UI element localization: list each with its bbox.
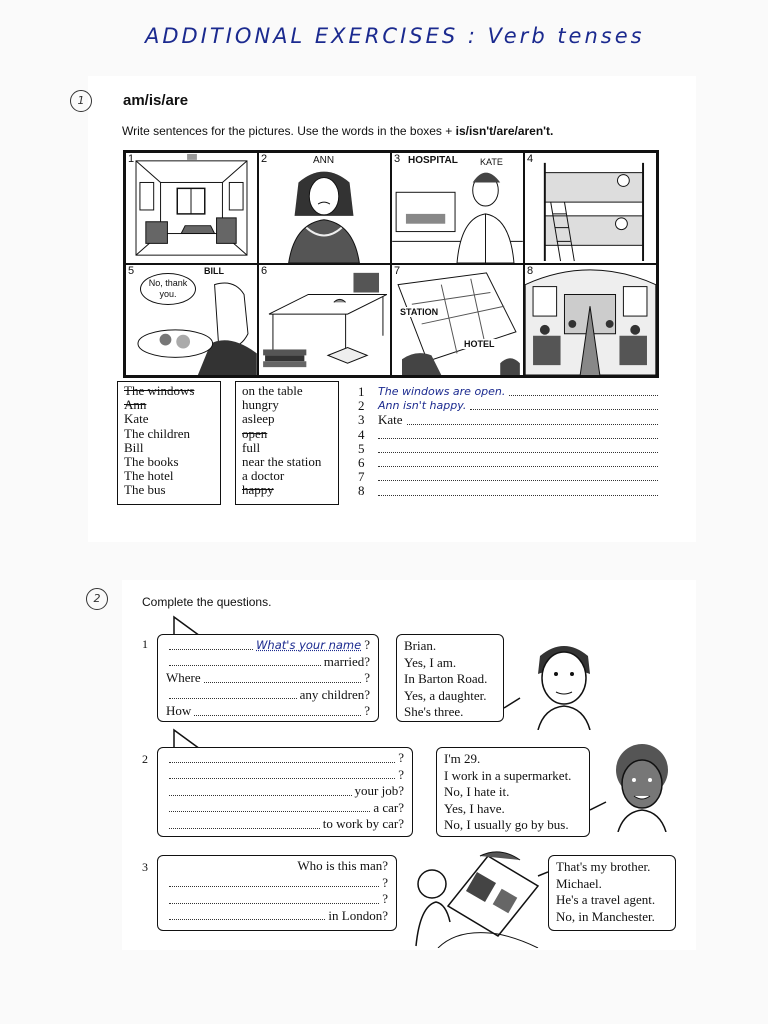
complements-box	[235, 381, 339, 505]
dialog-number: 3	[142, 860, 148, 874]
answer-line[interactable]: 2 Ann isn't happy.	[358, 399, 658, 413]
answer-lines	[358, 385, 658, 499]
question-box-2	[157, 747, 413, 837]
question-row[interactable]: to work by car?	[166, 816, 404, 833]
bus-illustration	[525, 265, 656, 375]
answer-text: I'm 29.	[444, 751, 481, 766]
man-portrait	[504, 638, 604, 730]
complement-item: asleep	[242, 411, 275, 427]
exercise-1-heading: am/is/are	[123, 92, 189, 109]
exercise-number-1: 1	[70, 90, 92, 112]
photo-album-illustration	[398, 846, 548, 948]
picture-7: 7 STATION HOTEL	[391, 264, 524, 376]
question-row[interactable]: any children?	[166, 687, 370, 704]
question-row[interactable]: ?	[166, 875, 388, 892]
room-illustration	[126, 153, 257, 263]
question-row[interactable]: in London?	[166, 908, 388, 925]
question-row[interactable]: What's your name ?	[166, 637, 370, 654]
answer-text: I work in a supermarket.	[444, 767, 572, 783]
complement-item: hungry	[242, 397, 279, 413]
answer-line[interactable]: 3 Kate	[358, 413, 658, 427]
complement-item: happy	[242, 482, 274, 498]
subject-item: The bus	[124, 482, 166, 498]
subject-item: The children	[124, 425, 191, 441]
question-box-3	[157, 855, 397, 931]
answer-line[interactable]: 4	[358, 428, 658, 442]
answer-text: That's my brother.	[556, 859, 651, 874]
subject-item: The books	[124, 454, 179, 470]
answer-box-3	[548, 855, 676, 931]
question-row[interactable]: ?	[166, 891, 388, 908]
map-illustration	[392, 265, 523, 375]
subject-item: The windows	[124, 383, 195, 398]
answer-line[interactable]: 5	[358, 442, 658, 456]
table-books-illustration	[259, 265, 390, 375]
answer-line[interactable]: 7	[358, 470, 658, 484]
picture-grid	[123, 150, 659, 378]
ann-illustration	[259, 153, 390, 263]
exercise-number-2: 2	[86, 588, 108, 610]
complement-item: on the table	[242, 383, 303, 398]
picture-2: 2 ANN	[258, 152, 391, 264]
answer-text: In Barton Road.	[404, 671, 488, 686]
picture-3: 3 HOSPITAL KATE	[391, 152, 524, 264]
bunk-bed-illustration	[525, 153, 656, 263]
doctor-illustration	[392, 153, 523, 263]
picture-5: 5 BILL No, thank you.	[125, 264, 258, 376]
answer-text: Michael.	[556, 875, 602, 891]
subject-item: Ann	[124, 397, 147, 413]
answer-text: She's three.	[404, 704, 464, 719]
complement-item: a doctor	[242, 468, 285, 484]
subject-item: The hotel	[124, 468, 174, 484]
question-row[interactable]: ?	[166, 750, 404, 767]
answer-text: Yes, I have.	[444, 800, 505, 816]
answer-line[interactable]: 8	[358, 484, 658, 498]
speech-bubble: No, thank you.	[140, 273, 196, 305]
answer-text: No, I usually go by bus.	[444, 817, 569, 832]
subject-item: Bill	[124, 439, 144, 455]
answer-text: Yes, I am.	[404, 654, 457, 670]
answer-line[interactable]: 6	[358, 456, 658, 470]
picture-4: 4	[524, 152, 657, 264]
answer-text: Yes, a daughter.	[404, 687, 487, 703]
complement-item: open	[242, 425, 268, 441]
subjects-box	[117, 381, 221, 505]
dialog-number: 1	[142, 637, 148, 651]
complement-item: near the station	[242, 454, 322, 470]
answer-box-2	[436, 747, 590, 837]
picture-6: 6	[258, 264, 391, 376]
question-row[interactable]: How ?	[166, 703, 370, 718]
answer-text: He's a travel agent.	[556, 892, 656, 907]
picture-8: 8	[524, 264, 657, 376]
question-row[interactable]: married?	[166, 654, 370, 671]
answer-text: Brian.	[404, 638, 437, 653]
picture-1: 1	[125, 152, 258, 264]
question-row[interactable]: Where ?	[166, 670, 370, 685]
answer-box-1	[396, 634, 504, 722]
exercise-1-instruction: Write sentences for the pictures. Use the words in the boxes + is/isn't/are/aren't.	[122, 124, 554, 138]
answer-text: No, in Manchester.	[556, 908, 655, 924]
complement-item: full	[242, 439, 261, 455]
question-row[interactable]: your job?	[166, 783, 404, 800]
exercise-2-heading: Complete the questions.	[142, 595, 272, 609]
page-title: ADDITIONAL EXERCISES : Verb tenses	[145, 24, 645, 48]
question-box-1	[157, 634, 379, 722]
dialog-number: 2	[142, 752, 148, 766]
question-row[interactable]: a car?	[166, 800, 404, 817]
question-row[interactable]: Who is this man?	[297, 858, 388, 873]
subject-item: Kate	[124, 411, 149, 427]
answer-text: No, I hate it.	[444, 784, 510, 799]
woman-portrait	[590, 740, 680, 832]
question-row[interactable]: ?	[166, 767, 404, 784]
answer-line[interactable]: 1 The windows are open.	[358, 385, 658, 399]
